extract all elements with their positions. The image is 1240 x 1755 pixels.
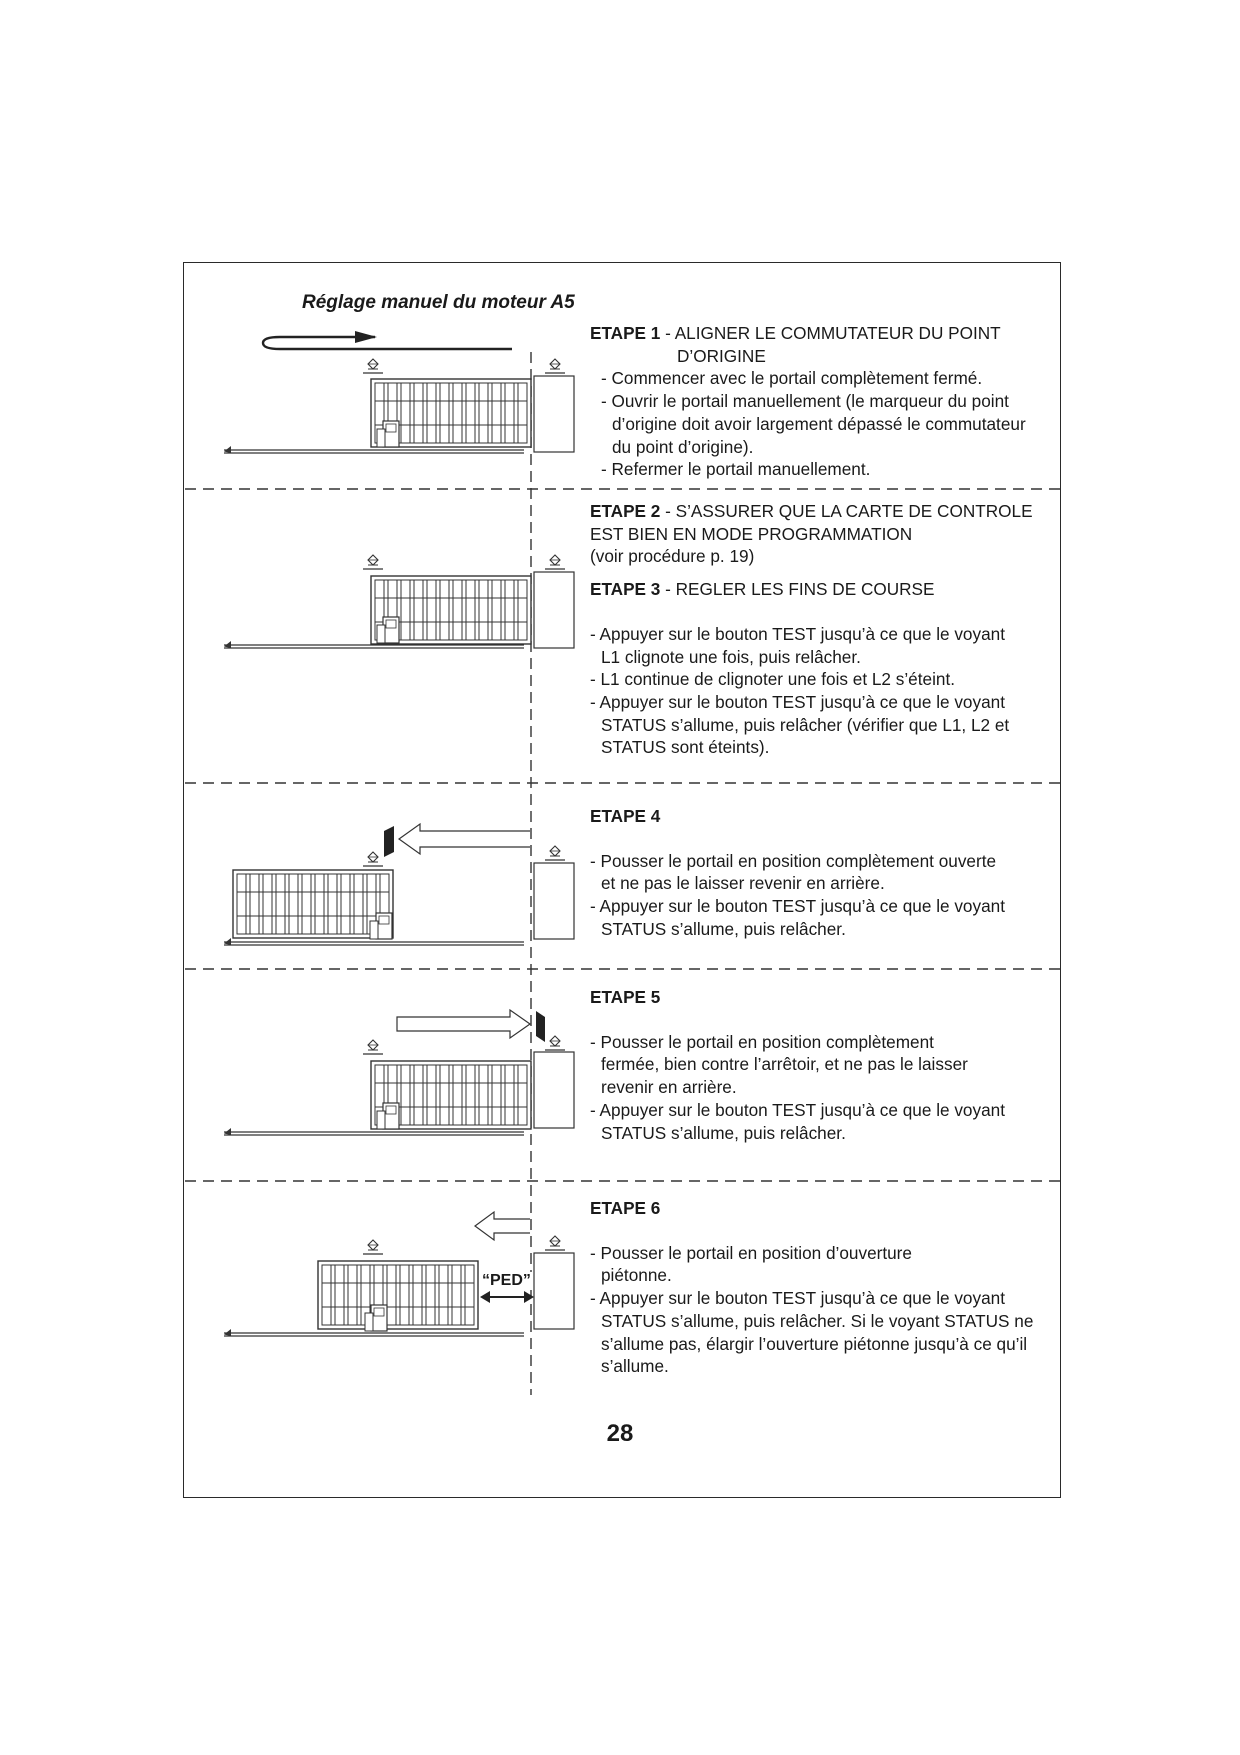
step6-line-2: - Appuyer sur le bouton TEST jusqu’à ce que le voyant STATUS s’allume, puis relâcher. Si le voyant STATUS ne s’allume pas, élargir l’ouverture piétonne jusqu’à ce qu’il s’allume. [590, 1288, 1034, 1377]
step5-label: ETAPE 5 [590, 987, 661, 1007]
step5-line-2: - Appuyer sur le bouton TEST jusqu’à ce que le voyant STATUS s’allume, puis relâcher. [590, 1099, 1005, 1143]
ped-label: “PED” [482, 1272, 531, 1289]
step3-heading-text: - REGLER LES FINS DE COURSE [660, 579, 935, 600]
step4-line-2: - Appuyer sur le bouton TEST jusqu’à ce que le voyant STATUS s’allume, puis relâcher. [590, 896, 1005, 939]
step1-text [590, 322, 1042, 481]
step3-line-1: - Appuyer sur le bouton TEST jusqu’à ce que le voyant L1 clignote une fois, puis relâcher. [590, 623, 1005, 667]
step5-line-1: - Pousser le portail en position complètement fermée, bien contre l’arrêtoir, et ne pas le laisser revenir en arrière. [590, 1031, 968, 1098]
page-number: 28 [606, 1420, 634, 1447]
step4-illustration [224, 824, 574, 945]
step5-illustration [224, 1010, 574, 1135]
step6-label: ETAPE 6 [590, 1198, 661, 1218]
step2-label: ETAPE 2 [590, 501, 661, 521]
step6-text [590, 1197, 1040, 1378]
step3-illustration [224, 555, 574, 648]
step4-label: ETAPE 4 [590, 806, 661, 826]
step3-heading [590, 578, 1050, 601]
step1-line-2: - Ouvrir le portail manuellement (le marqueur du point d’origine doit avoir largement dépassé le commutateur du point d’origine). [601, 391, 1026, 457]
step6-line-1: - Pousser le portail en position d’ouverture piétonne. [590, 1242, 912, 1286]
step4-line-1: - Pousser le portail en position complètement ouverte et ne pas le laisser revenir en arrière. [590, 850, 997, 894]
page-title: Réglage manuel du moteur A5 [302, 292, 575, 313]
step2-heading-text: - S’ASSURER QUE LA CARTE DE CONTROLE EST BIEN EN MODE PROGRAMMATION [590, 501, 1033, 544]
step2-note: (voir procédure p. 19) [590, 546, 755, 567]
step1-line-3: - Refermer le portail manuellement. [601, 459, 871, 480]
step2-heading [590, 500, 1050, 545]
step1-heading-cont: D’ORIGINE [677, 345, 766, 366]
step1-illustration [224, 331, 574, 453]
step3-line-2: - L1 continue de clignoter une fois et L2 s’éteint. [590, 669, 955, 690]
step4-text [590, 805, 1010, 941]
step3-label: ETAPE 3 [590, 579, 661, 600]
step1-heading [590, 322, 1042, 345]
step3-line-3: - Appuyer sur le bouton TEST jusqu’à ce que le voyant STATUS s’allume, puis relâcher (vérifier que L1, L2 et STATUS sont éteints). [590, 691, 1010, 758]
step1-line-1: - Commencer avec le portail complètement fermé. [601, 368, 983, 389]
step5-text [590, 986, 1005, 1144]
step1-label: ETAPE 1 [590, 323, 661, 343]
step2-text [590, 500, 1050, 759]
step1-heading-text: - ALIGNER LE COMMUTATEUR DU POINT [660, 323, 1001, 343]
